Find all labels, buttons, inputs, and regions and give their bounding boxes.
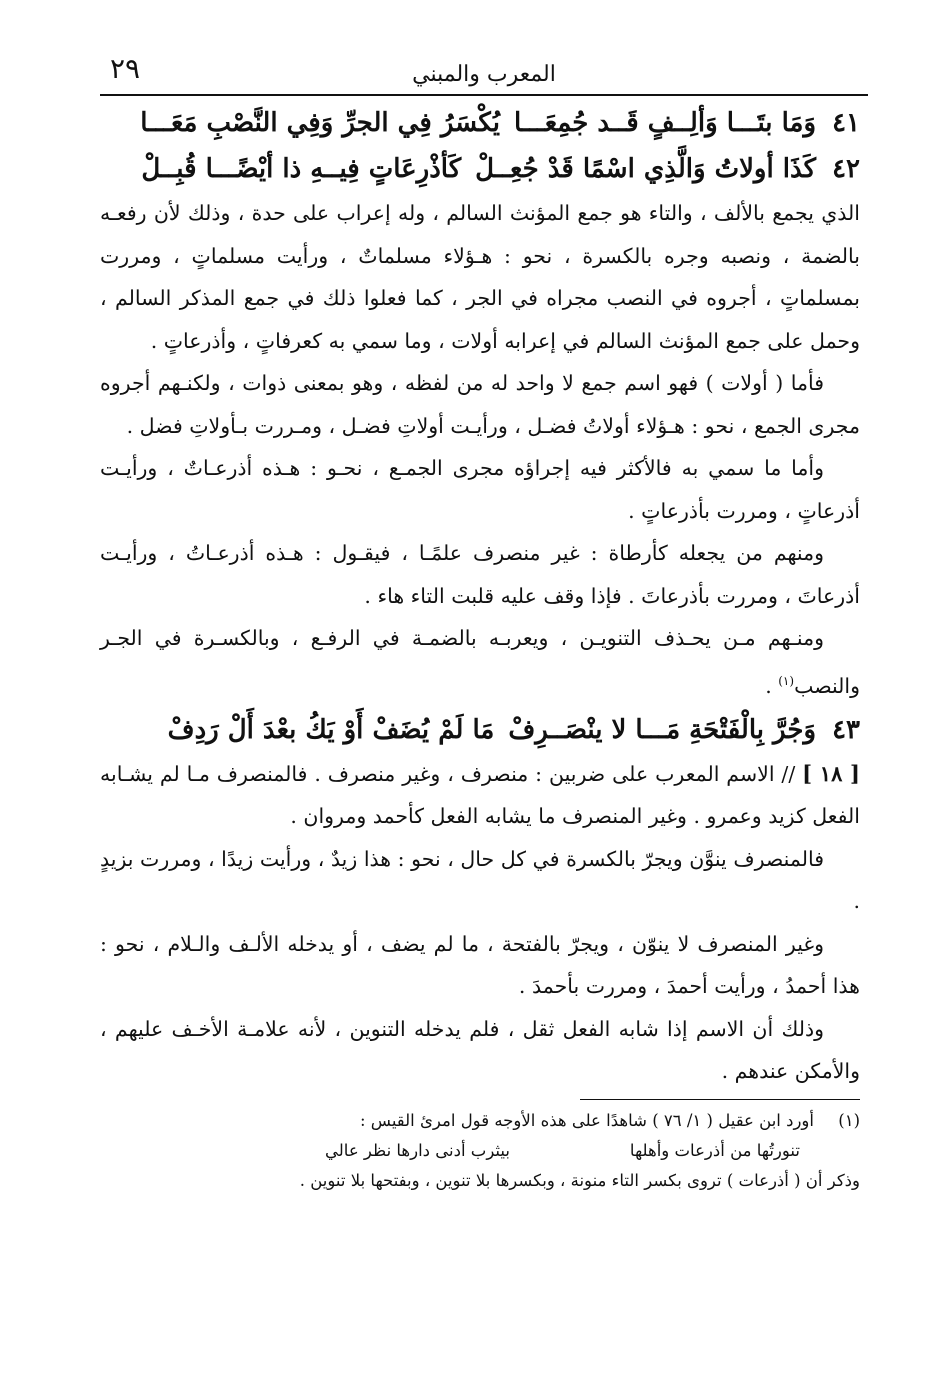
- footnote-verse: [100, 1136, 860, 1166]
- paragraph-tail: .: [765, 673, 779, 698]
- footnote-separator: [580, 1099, 860, 1100]
- page-number: ٢٩: [110, 52, 141, 85]
- commentary-paragraph: فالمنصرف ينوَّن ويجرّ بالكسرة في كل حال ، نحو : هذا زيدٌ ، ورأيت زيدًا ، ومررت بزيدٍ .: [100, 846, 860, 914]
- paragraph-text: // الاسم المعرب على ضربين : منصرف ، وغير منصرف . فالمنصرف مـا لم يشـابه الفعل كزيد وعمرو . وغير المنصرف ما يشابه الفعل كأحمد ومروان .: [100, 761, 860, 829]
- commentary-paragraph: [100, 753, 860, 838]
- verse-line: [100, 707, 860, 753]
- footnote: [100, 1106, 860, 1196]
- verse-line: [100, 100, 860, 146]
- verse-number: ٤٣: [832, 714, 860, 745]
- footnote-verse-first: تنورتُها من أذرعات وأهلها: [629, 1140, 800, 1160]
- verse-first-hemistich: كَذَا أولاتُ وَالَّذِي اسْمًا قَدْ جُعِــلْ: [475, 154, 816, 184]
- verse-second-hemistich: مَا لَمْ يُضَفْ أَوْ يَكُ بعْدَ أَلْ رَدِفْ: [167, 714, 495, 745]
- commentary-paragraph: وذلك أن الاسم إذا شابه الفعل ثقل ، فلم يدخله التنوين ، لأنه علامـة الأخـف عليهم ، والأمكن عندهم .: [100, 1016, 860, 1084]
- paragraph-text: ومنـهم مـن يحـذف التنويـن ، ويعربـه بالضمـة في الرفـع ، وبالكسـرة في الجـر والنصب: [100, 626, 860, 698]
- footnote-verse-second: بيثرب أدنى دارها نظر عالي: [325, 1140, 510, 1160]
- footnote-number: (١): [838, 1110, 860, 1130]
- commentary-paragraph: [100, 617, 860, 707]
- commentary-paragraph: وغير المنصرف لا ينوّن ، ويجرّ بالفتحة ، ما لم يضف ، أو يدخله الألـف والـلام ، نحو : هذا أحمدُ ، ورأيت أحمدَ ، ومررت بأحمدَ .: [100, 931, 860, 999]
- footnote-reference[interactable]: (١): [778, 673, 795, 688]
- verse-first-hemistich: وَمَا بتَـــا وَألِــفٍ قَــد جُمِعَـــا: [513, 108, 816, 138]
- commentary-paragraph: فأما ( أولات ) فهو اسم جمع لا واحد له من لفظه ، وهو بمعنى ذوات ، ولكنـهم أجروه مجرى الجمع ، نحو : هـؤلاء أولاتُ فضـل ، ورأيـت أولاتِ فضـل ، ومـررت بـأولاتِ فضل .: [100, 371, 860, 438]
- verse-number: ٤١: [832, 108, 860, 138]
- footnote-line: [100, 1166, 860, 1196]
- verse-first-hemistich: وَجُرَّ بِالْفَتْحَةِ مَـــا لا ينْصَــرِفْ: [508, 714, 816, 745]
- footnote-text: وذكر أن ( أذرعات ) تروى بكسر التاء منونة ، وبكسرها بلا تنوين ، وبفتحها بلا تنوين .: [299, 1170, 860, 1190]
- verse-second-hemistich: كَأذْرِعَاتٍ فِيــهِ ذا أيْضًـــا قُبِــلْ: [141, 154, 462, 184]
- footnote-line: [100, 1106, 860, 1136]
- running-header: [100, 48, 868, 96]
- commentary-paragraph: وأما ما سمي به فالأكثر فيه إجراؤه مجرى الجمـع ، نحـو : هـذه أذرعـاتٌ ، ورأيـت أذرعاتٍ ، ومررت بأذرعاتٍ .: [100, 456, 860, 523]
- commentary-paragraph: الذي يجمع بالألف ، والتاء هو جمع المؤنث السالم ، وله إعراب على حدة ، وذلك لأن رفعـه بالضمة ، ونصبه وجره بالكسرة ، نحو : هـؤلاء مسلماتٌ ، ورأيت مسلماتٍ ، ومررت بمسلماتٍ ، أجروه في النصب مجراه في الجر ، كما فعلوا ذلك في جمع المذكر السالم ، وحمل على جمع المؤنث السالم في إعرابه أولات ، وما سمي به كعرفاتٍ ، وأذرعاتٍ .: [100, 201, 860, 353]
- verse-line: [100, 146, 860, 192]
- commentary-paragraph: ومنهم من يجعله كأرطاة : غير منصرف علمًـا ، فيقـول : هـذه أذرعـاتُ ، ورأيـت أذرعاتَ ، ومررت بأذرعاتَ . فإذا وقف عليه قلبت التاء هاء .: [100, 541, 860, 608]
- verse-number: ٤٢: [832, 154, 860, 184]
- section-marker: [ ١٨ ]: [802, 760, 860, 786]
- running-title: المعرب والمبني: [412, 62, 556, 87]
- verse-second-hemistich: يُكْسَرُ فِي الجرِّ وَفِي النَّصْبِ مَعَـــا: [140, 108, 500, 138]
- footnote-text: أورد ابن عقيل ( ١/ ٧٦ ) شاهدًا على هذه الأوجه قول امرئ القيس :: [359, 1110, 814, 1130]
